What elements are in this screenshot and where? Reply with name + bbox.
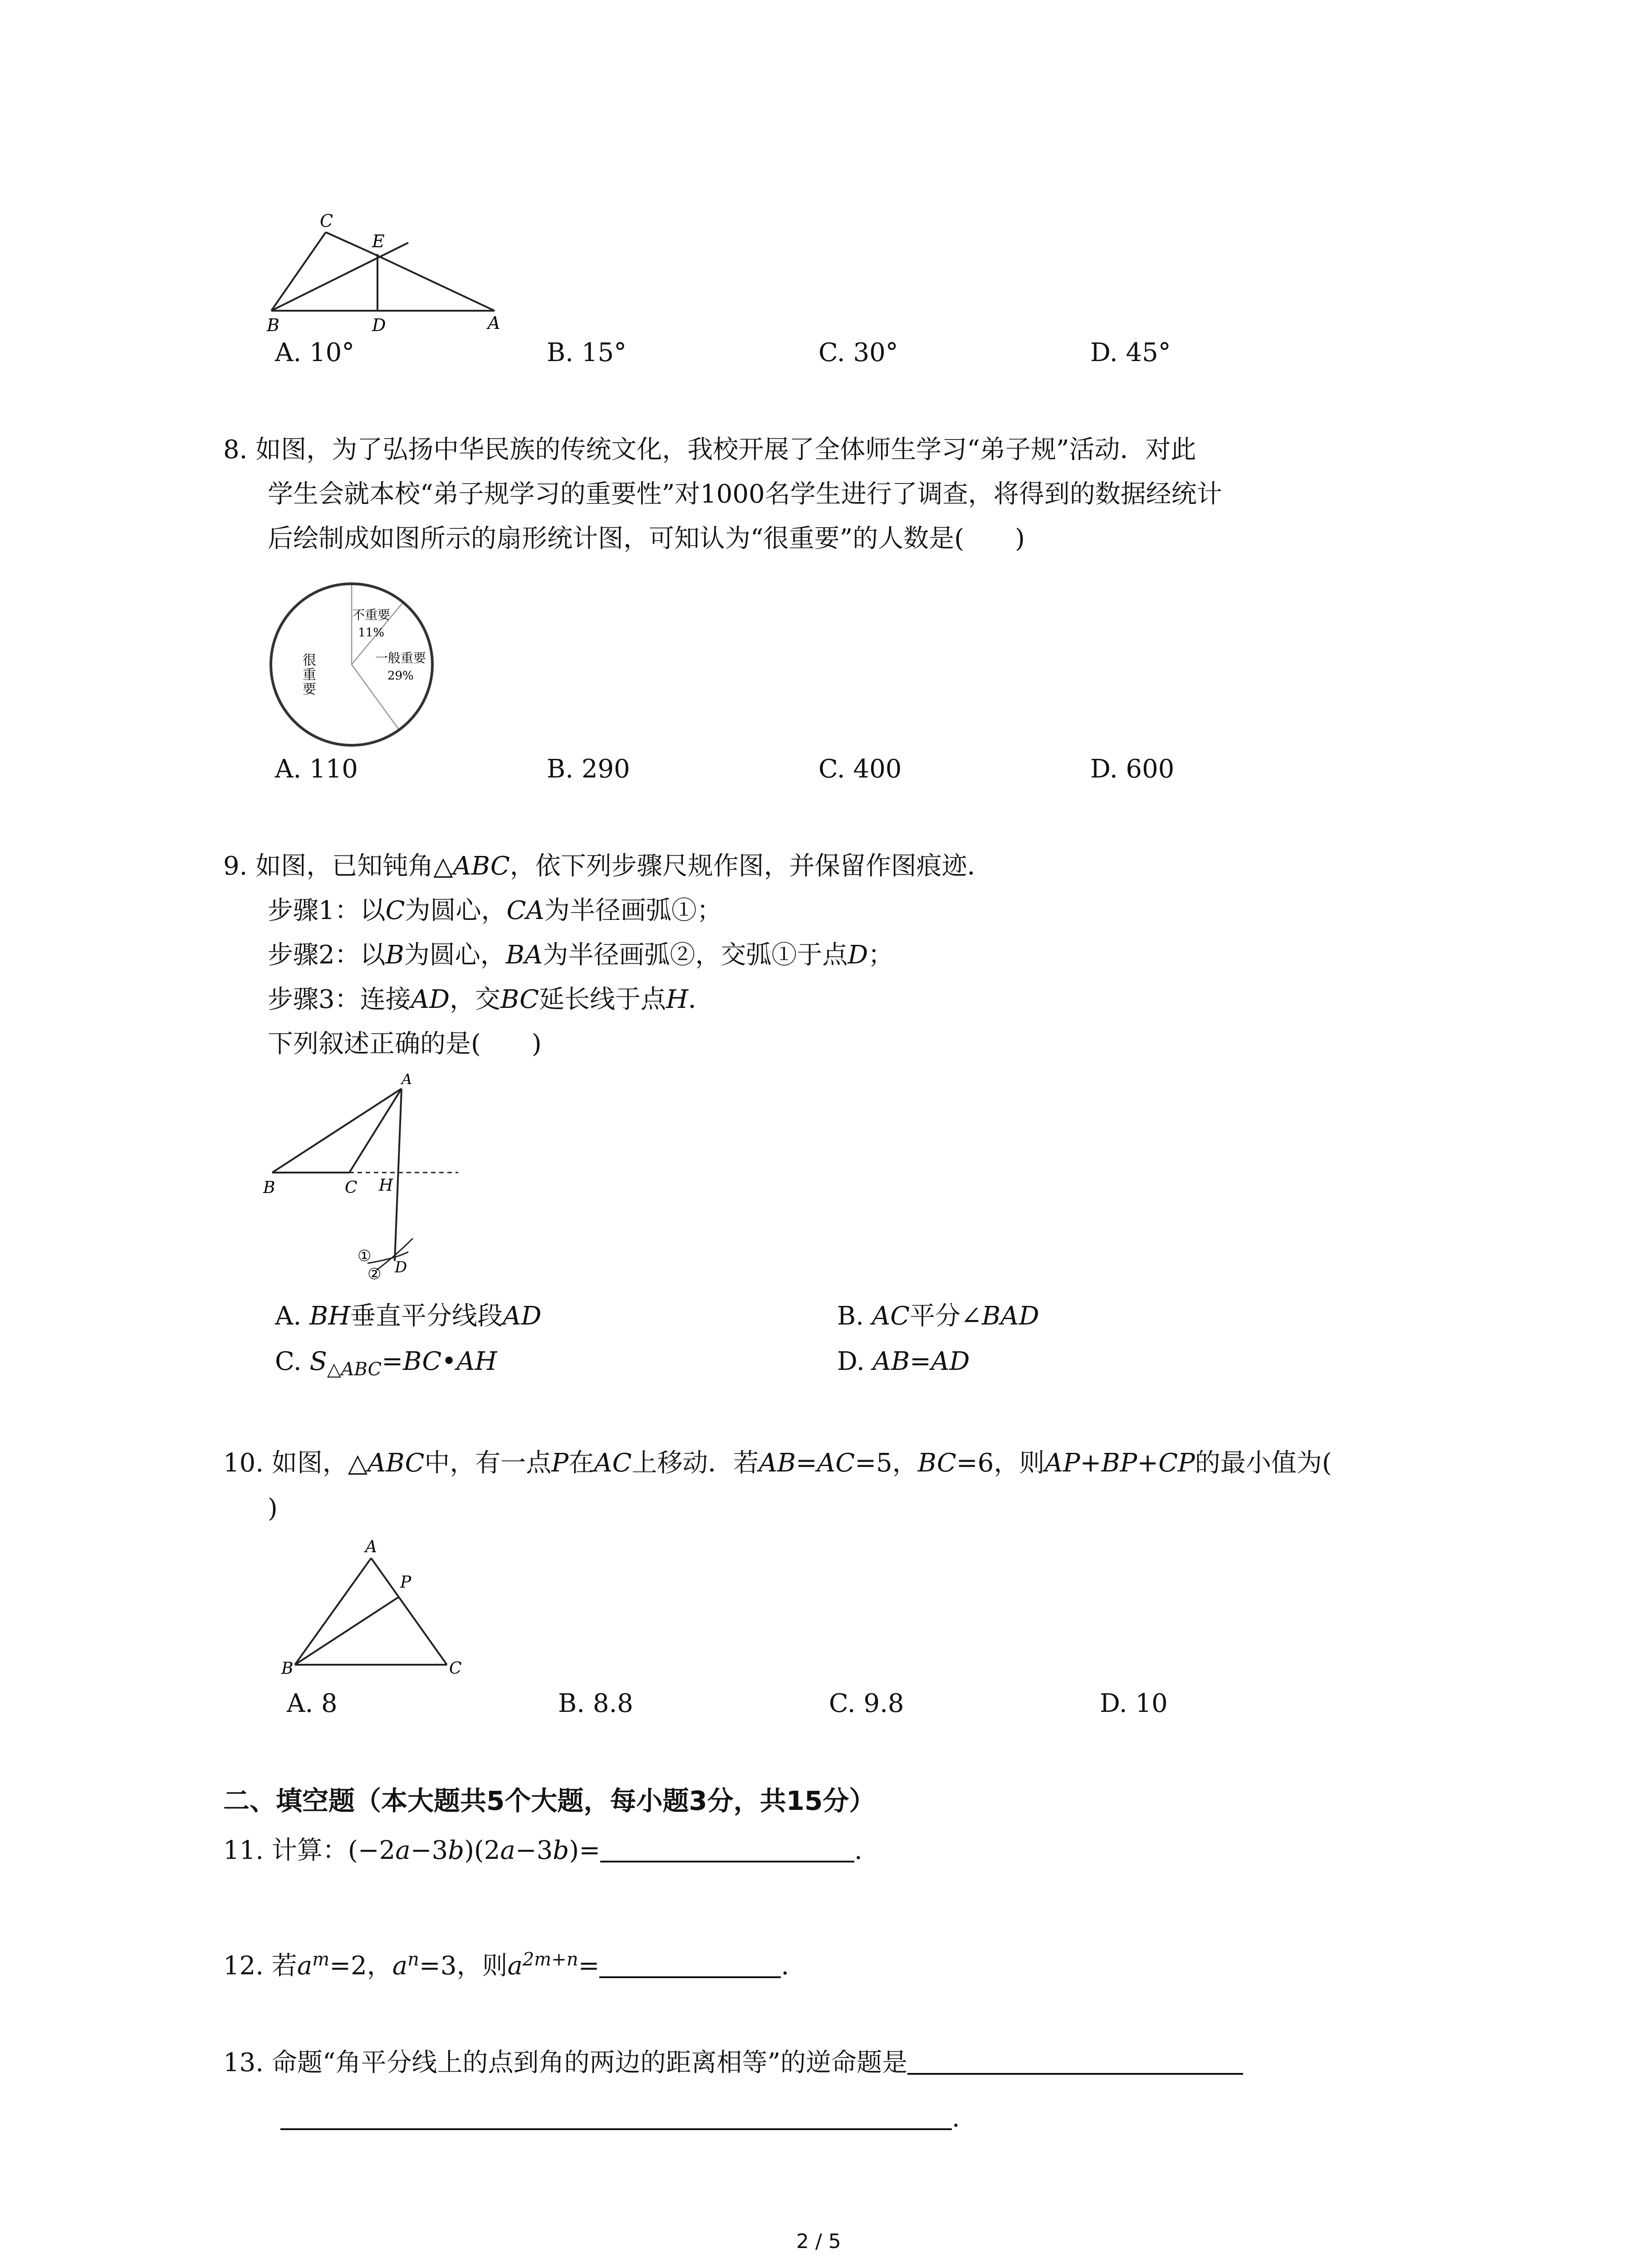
q9-question: 下列叙述正确的是( ) [268,1029,542,1059]
q10-option-d: D. 10 [1100,1689,1168,1718]
q13: 13. 命题“角平分线上的点到角的两边的距离相等”的逆命题是 [223,2045,1243,2081]
q12: 12. 若$a^m=2$，$a^n=3$，则$a^{2m+n}=$ . [223,1949,789,1981]
q8-option-d: D. 600 [1090,754,1175,784]
q8-option-b: B. 290 [547,754,630,784]
q10-option-c: C. 9.8 [829,1689,904,1718]
q11: 11. 计算：(−2a−3b)(2a−3b)= . [223,1833,862,1869]
q7-figure [259,200,513,336]
q11-answer-blank[interactable] [600,1834,854,1862]
q7-label-d: D [372,315,386,335]
q10-figure [272,1533,481,1687]
section-2-heading: 二、填空题（本大题共5个大题，每小题3分，共15分） [223,1785,876,1816]
q13-line-2: . [280,2100,960,2136]
q9-option-b: B. AC平分∠BAD [837,1301,1039,1331]
q8-pie-chart [268,576,458,753]
q10-label-b: B [281,1659,294,1678]
q9-figure [259,1070,476,1288]
q7-label-e: E [372,231,385,251]
q7-label-c: C [320,211,333,231]
q13-answer-blank-1[interactable] [907,2047,1243,2075]
q9-label-circled-2: ② [367,1265,382,1283]
q9-label-circled-1: ① [358,1247,372,1265]
q9-step-1: 步骤1：以C为圆心，CA为半径画弧①； [268,896,722,925]
q9-label-d: D [395,1258,407,1276]
q7-option-c: C. 30° [818,338,898,367]
q10-option-b: B. 8.8 [558,1689,633,1718]
q9-option-a: A. BH垂直平分线段AD [275,1301,542,1331]
q10-line-2: ) [268,1494,278,1523]
q7-label-a: A [488,313,500,333]
q8-line-2: 学生会就本校“弟子规学习的重要性”对1000名学生进行了调查，将得到的数据经统计 [268,479,1222,509]
q10-option-a: A. 8 [287,1689,338,1718]
q7-option-a: A. 10° [275,338,355,367]
q9-step-2: 步骤2：以B为圆心，BA为半径画弧②，交弧①于点D； [268,940,894,970]
pie-label-3: 很重要 [302,652,316,698]
pie-value-label-1: 11% [358,626,385,640]
q12-answer-blank[interactable] [599,1950,781,1978]
q8-option-a: A. 110 [275,754,358,784]
q10-label-p: P [400,1573,411,1592]
q10-line-1: 10. 如图，△ABC中，有一点P在AC上移动．若AB=AC=5，BC=6，则AP+BP+CP的最小值为( [223,1448,1332,1478]
q9-option-c: C. $S_{\triangle ABC}=BC•AH$ [275,1347,497,1380]
q9-option-d: D. AB=AD [837,1347,970,1376]
pie-label-1: 不重要 [352,607,391,622]
q8-line-3: 后绘制成如图所示的扇形统计图，可知认为“很重要”的人数是( ) [268,524,1025,553]
q10-label-a: A [365,1538,377,1556]
q8-option-c: C. 400 [818,754,902,784]
q7-label-b: B [267,315,279,335]
q9-label-h: H [379,1176,393,1195]
pie-value-label-2: 29% [387,669,414,683]
q9-step-3: 步骤3：连接AD，交BC延长线于点H． [268,985,714,1014]
q10-label-c: C [449,1659,462,1678]
q8-line-1: 8. 如图，为了弘扬中华民族的传统文化，我校开展了全体师生学习“弟子规”活动．对此 [223,435,1196,464]
q7-option-b: B. 15° [547,338,627,367]
page-number: 2 / 5 [796,2230,841,2253]
q13-answer-blank-2[interactable] [280,2102,952,2130]
q9-label-a: A [402,1070,412,1088]
q7-option-d: D. 45° [1090,338,1171,367]
q9-label-c: C [345,1178,358,1197]
pie-label-2: 一般重要 [375,650,426,666]
q9-line-1: 9. 如图，已知钝角△ABC，依下列步骤尺规作图，并保留作图痕迹． [223,851,993,881]
q9-label-b: B [263,1178,275,1197]
